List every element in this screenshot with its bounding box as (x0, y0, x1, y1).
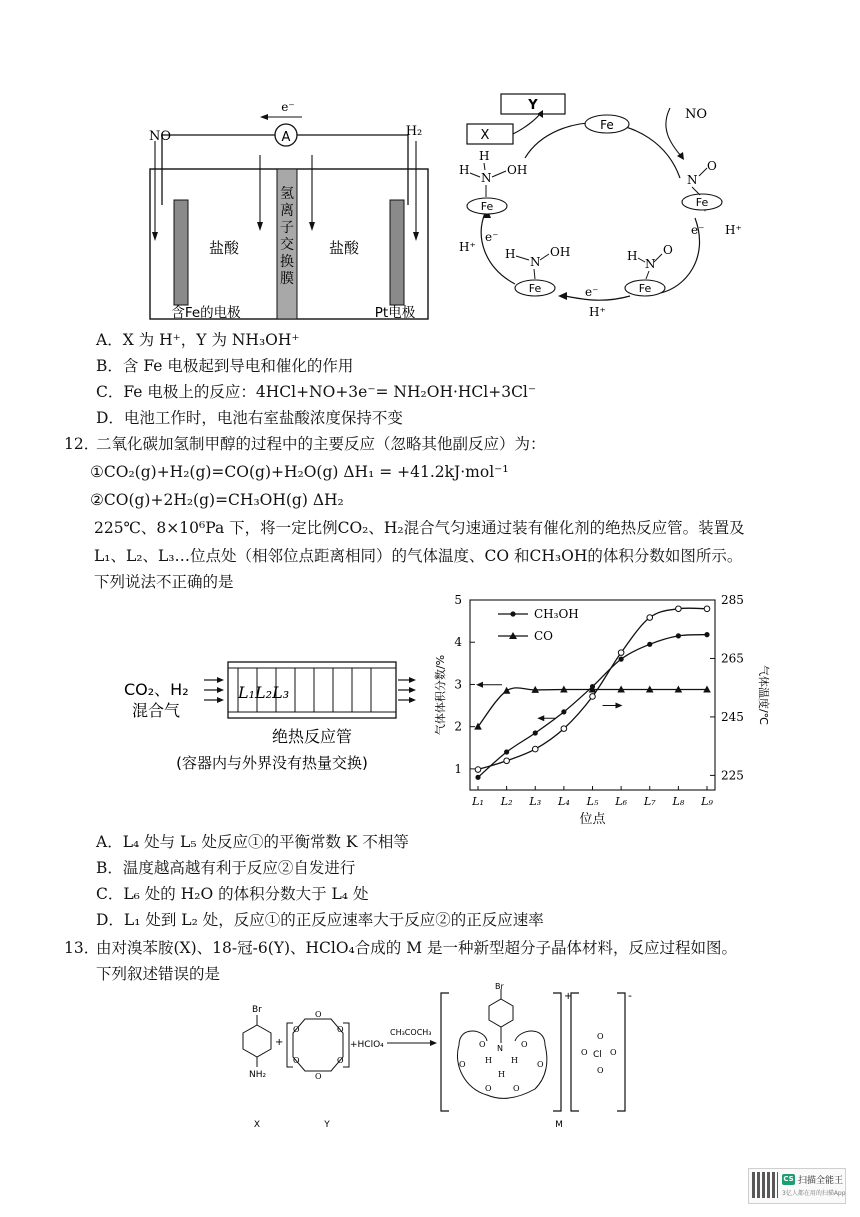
legend-label-ch3oh: CH₃OH (534, 607, 579, 621)
crown-o-6: O (337, 1056, 344, 1065)
feed-gas-label-1: CO₂、H₂ (124, 680, 189, 699)
m-o-3: O (459, 1060, 466, 1069)
q12-reaction-2: ②CO(g)+2H₂(g)=CH₃OH(g) ΔH₂ (90, 491, 344, 509)
tube-position-labels: L₁L₂L₃ (238, 683, 290, 702)
q13-question: 下列叙述错误的是 (96, 965, 221, 983)
feed-gas-label-2: 混合气 (132, 701, 181, 720)
oh-label-left: OH (507, 163, 528, 177)
h-label-left: H (459, 163, 470, 177)
q11-option-a: A．X 为 H⁺，Y 为 NH₃OH⁺ (96, 331, 300, 349)
y-left-tick-label: 5 (454, 593, 462, 607)
y-right-tick-label: 225 (721, 768, 744, 783)
series-1-point (475, 775, 480, 780)
series-3-point (618, 650, 624, 656)
m-n-label: N (497, 1044, 503, 1053)
anion-o-3: O (610, 1048, 617, 1057)
scanner-watermark (748, 1168, 846, 1204)
x-tick-label: L₅ (586, 795, 599, 808)
reaction-profile-chart (430, 588, 770, 828)
temp-axis-pointer-head (616, 703, 623, 709)
e-minus-label-bottom: e⁻ (585, 285, 599, 299)
h-label-left-top: H (479, 149, 490, 163)
m-cl-label: Cl (593, 1050, 602, 1060)
series-3-point (532, 746, 538, 752)
h2-gas-label: H₂ (405, 124, 423, 139)
y-left-tick-label: 2 (454, 719, 462, 734)
membrane-char-5: 换 (280, 254, 294, 270)
membrane-char-6: 膜 (280, 271, 294, 287)
no-gas-label: NO (148, 129, 172, 144)
y-left-tick-label: 1 (454, 761, 462, 776)
n-label-bl: N (530, 255, 541, 269)
qr-code-icon (752, 1172, 778, 1198)
q12-option-c: C．L₆ 处的 H₂O 的体积分数大于 L₄ 处 (96, 885, 369, 903)
x-nh2-label: NH₂ (249, 1070, 267, 1080)
y-right-axis-label: 气体温度/℃ (757, 664, 770, 726)
x-tick-label: L₉ (701, 795, 713, 808)
series-3-point (561, 726, 567, 732)
series-3-point (590, 694, 596, 700)
electrolytic-cell-diagram (140, 95, 440, 330)
catalytic-cycle-diagram (455, 88, 742, 328)
m-h-1: H (485, 1056, 492, 1065)
x-tick-label: L₈ (672, 795, 685, 808)
m-anion-charge: - (628, 989, 632, 1002)
x-tick-label: L₁ (472, 795, 484, 808)
series-1-point (533, 730, 538, 735)
cs-badge: CS (783, 1175, 794, 1183)
series-3-point (676, 606, 682, 612)
h-plus-label-bottom: H⁺ (589, 305, 606, 319)
q12-question: 下列说法不正确的是 (94, 573, 234, 591)
q12-conditions: 225℃、8×10⁶Pa 下，将一定比例CO₂、H₂混合气匀速通过装有催化剂的绝热反应管。装置及 (94, 519, 745, 537)
x-tick-label: L₃ (529, 795, 542, 808)
fe-label-left: Fe (480, 200, 494, 213)
hclo4-label: +HClO₄ (350, 1040, 384, 1050)
series-1-point (704, 632, 709, 637)
series-2-point (503, 687, 511, 694)
series-1-point (647, 642, 652, 647)
series-3-point (704, 606, 710, 612)
y-left-tick-label: 3 (454, 677, 462, 692)
legend-marker-ch3oh (510, 611, 515, 616)
m-cation-charge: + (564, 991, 573, 1002)
y-box-label: Y (528, 98, 538, 113)
tube-title: 绝热反应管 (271, 727, 353, 746)
n-label-right: N (687, 173, 698, 187)
q11-option-b: B．含 Fe 电极起到导电和催化的作用 (96, 357, 354, 375)
adiabatic-reactor-tube (120, 650, 420, 780)
q12-number: 12． (64, 435, 100, 453)
crown-o-2: O (315, 1072, 322, 1081)
x-tick-label: L₄ (558, 795, 570, 808)
q12-option-b: B．温度越高越有利于反应②自发进行 (96, 859, 356, 877)
series-1-point (619, 657, 624, 662)
crown-o-1: O (315, 1010, 322, 1019)
m-h-2: H (511, 1056, 518, 1065)
m-o-2: O (521, 1040, 528, 1049)
series-1-point (504, 749, 509, 754)
q11-option-d: D．电池工作时，电池右室盐酸浓度保持不变 (96, 409, 403, 427)
electron-label: e⁻ (281, 100, 295, 114)
supramolecular-synthesis-scheme (235, 982, 645, 1130)
right-solution-label: 盐酸 (328, 239, 360, 257)
h-label-br: H (627, 249, 638, 263)
membrane-char-2: 离 (280, 203, 294, 219)
anion-o-1: O (597, 1032, 604, 1041)
h-plus-label-right: H⁺ (725, 223, 742, 237)
q13-stem: 由对溴苯胺(X)、18-冠-6(Y)、HClO₄合成的 M 是一种新型超分子晶体材料，反应过程如图。 (96, 939, 737, 957)
y-right-tick-label: 245 (721, 709, 744, 724)
e-minus-label-right: e⁻ (691, 223, 705, 237)
x-box-label: X (480, 128, 490, 143)
n-label-left: N (481, 171, 492, 185)
crown-o-5: O (293, 1056, 300, 1065)
o-label-right: O (707, 159, 717, 173)
solvent-label: CH₃COCH₃ (390, 1028, 432, 1037)
tube-note: (容器内与外界没有热量交换) (176, 754, 368, 772)
y-left-tick-label: 4 (454, 635, 462, 650)
h-label-bl: H (505, 247, 516, 261)
e-minus-label-left: e⁻ (485, 230, 499, 244)
series-3-point (504, 758, 510, 764)
q12-reaction-1: ①CO₂(g)+H₂(g)=CO(g)+H₂O(g) ΔH₁ = +41.2kJ·mol⁻¹ (90, 463, 509, 481)
x-axis-label: 位点 (579, 812, 606, 827)
m-h-3: H (498, 1070, 505, 1079)
x-tick-label: L₇ (643, 795, 656, 808)
q11-option-c: C．Fe 电极上的反应：4HCl+NO+3e⁻= NH₂OH·HCl+3Cl⁻ (96, 383, 537, 401)
scanner-app-subtitle: 3亿人都在用的扫描App (782, 1190, 846, 1197)
fe-label-bottom-left: Fe (528, 282, 542, 295)
m-caption: M (555, 1120, 563, 1130)
left-solution-label: 盐酸 (208, 239, 240, 257)
membrane-char-3: 子 (280, 220, 294, 236)
q12-stem: 二氧化碳加氢制甲醇的过程中的主要反应（忽略其他副反应）为： (96, 435, 546, 453)
no-reactant-label: NO (685, 107, 708, 122)
series-3-point (647, 615, 653, 621)
m-o-5: O (485, 1084, 492, 1093)
left-electrode-label: 含Fe的电极 (171, 305, 241, 321)
x-tick-label: L₆ (615, 795, 627, 808)
series-3-point (475, 767, 481, 773)
h-plus-label-left: H⁺ (459, 240, 476, 254)
y-left-axis-label: 气体体积分数/% (434, 654, 447, 736)
q13-number: 13． (64, 939, 100, 957)
y-caption: Y (324, 1120, 330, 1130)
crown-o-4: O (337, 1025, 344, 1034)
right-electrode-label: Pt电极 (374, 305, 416, 321)
y-right-tick-label: 265 (721, 651, 744, 666)
legend-label-co: CO (534, 629, 554, 643)
anion-o-2: O (581, 1048, 588, 1057)
anion-o-4: O (597, 1066, 604, 1075)
ammeter-label: A (281, 130, 291, 145)
q12-option-a: A．L₄ 处与 L₅ 处反应①的平衡常数 K 不相等 (96, 833, 409, 851)
oh-label-bl: OH (550, 245, 571, 259)
q12-option-d: D．L₁ 处到 L₂ 处，反应①的正反应速率大于反应②的正反应速率 (96, 911, 544, 929)
scheme-plus: + (275, 1037, 284, 1048)
fe-label-right: Fe (695, 196, 709, 209)
x-caption: X (253, 1120, 261, 1130)
y-right-tick-label: 285 (721, 593, 744, 607)
n-label-br: N (645, 257, 656, 271)
m-br-label: Br (495, 982, 504, 991)
fe-label-bottom-right: Fe (638, 282, 652, 295)
o-label-br: O (663, 243, 673, 257)
membrane-char-4: 交 (280, 237, 294, 253)
x-br-label: Br (252, 1005, 262, 1015)
series-line-1 (478, 635, 707, 778)
left-axis-pointer-head (476, 682, 483, 688)
series-1-point (676, 633, 681, 638)
crown-o-3: O (293, 1025, 300, 1034)
ch3oh-axis-pointer-head (537, 715, 544, 721)
membrane-char-1: 氢 (280, 186, 294, 202)
series-1-point (561, 709, 566, 714)
m-o-4: O (537, 1060, 544, 1069)
x-tick-label: L₂ (500, 795, 513, 808)
m-o-6: O (513, 1084, 520, 1093)
fe-label-top: Fe (600, 118, 614, 132)
m-o-1: O (479, 1040, 486, 1049)
q12-conditions-2: L₁、L₂、L₃…位点处（相邻位点距离相同）的气体温度、CO 和CH₃OH的体积分数如图所示。 (94, 547, 743, 565)
scanner-app-name: 扫描全能王 (798, 1176, 844, 1186)
